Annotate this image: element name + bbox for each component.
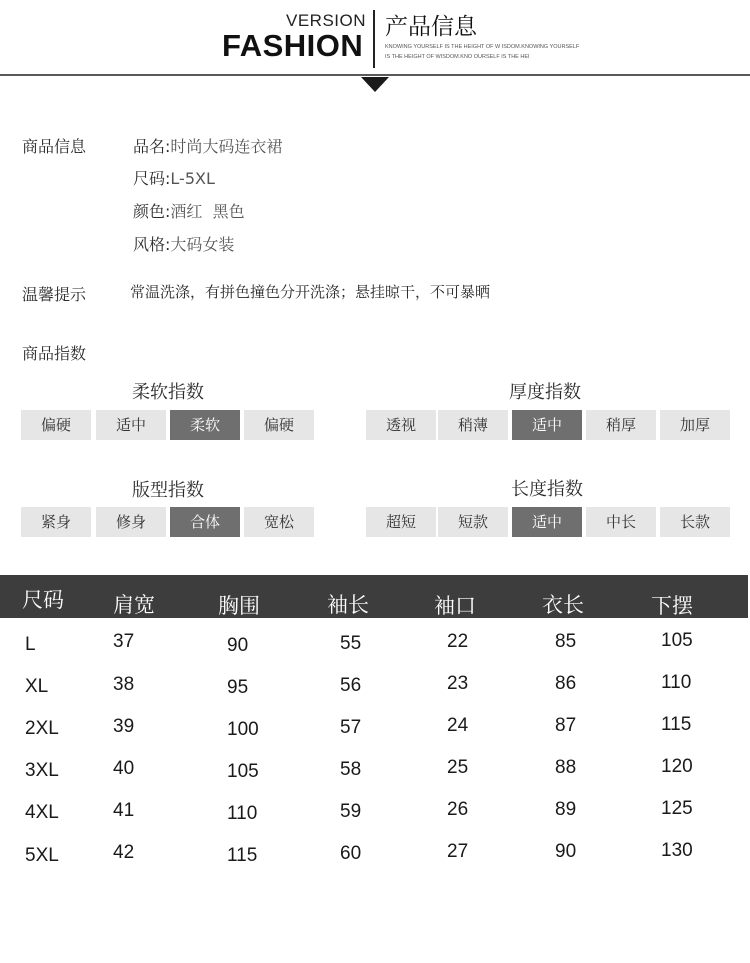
cell-shoulder: 38: [113, 674, 135, 695]
cell-cuff: 24: [447, 715, 469, 736]
col-header-sleeve-length: 袖长: [327, 593, 369, 617]
cell-sleeve: 60: [340, 843, 362, 864]
version-text: VERSION: [286, 11, 367, 30]
length-option: 中长: [586, 507, 656, 537]
col-header-shoulder: 肩宽: [113, 593, 155, 617]
cell-sleeve: 56: [340, 675, 362, 696]
length-index-title: 长度指数: [511, 479, 583, 500]
cell-cuff: 22: [447, 631, 469, 652]
softness-option: 适中: [96, 410, 166, 440]
cell-bust: 110: [227, 803, 258, 824]
size-table-header: [0, 575, 748, 618]
info-key: 风格:: [133, 235, 171, 254]
cell-shoulder: 41: [113, 800, 135, 821]
cell-cuff: 26: [447, 799, 469, 820]
cell-hem: 120: [661, 756, 693, 777]
thickness-option: 加厚: [660, 410, 730, 440]
col-header-hem: 下摆: [651, 594, 693, 618]
softness-option: 偏硬: [244, 410, 314, 440]
product-info-label: 商品信息: [22, 137, 87, 156]
col-header-cuff: 袖口: [434, 594, 476, 618]
fit-option: 紧身: [21, 507, 91, 537]
cell-length: 88: [555, 757, 577, 778]
cell-sleeve: 59: [340, 801, 362, 822]
info-row-style: [133, 232, 234, 255]
cell-sleeve: 55: [340, 633, 362, 654]
cell-shoulder: 40: [113, 758, 135, 779]
cell-hem: 115: [661, 714, 692, 735]
fashion-logo-text: FASHION: [222, 28, 364, 63]
tips-label: 温馨提示: [22, 285, 87, 304]
thickness-option: 稍厚: [586, 410, 656, 440]
cell-size: L: [25, 634, 36, 655]
cell-hem: 105: [661, 630, 693, 651]
page-title: 产品信息: [385, 14, 477, 40]
cell-shoulder: 42: [113, 842, 135, 863]
fit-option: 宽松: [244, 507, 314, 537]
cell-bust: 95: [227, 677, 249, 698]
col-header-size: 尺码: [22, 588, 64, 612]
header-divider: [373, 10, 375, 68]
info-row-color: [133, 199, 245, 222]
thickness-option: 稍薄: [438, 410, 508, 440]
cell-length: 90: [555, 841, 577, 862]
info-key: 尺码:: [133, 169, 171, 188]
cell-hem: 110: [661, 672, 692, 693]
cell-size: 5XL: [25, 845, 59, 866]
cell-cuff: 23: [447, 673, 469, 694]
length-option: 长款: [660, 507, 730, 537]
cell-length: 85: [555, 631, 577, 652]
info-value: 大码女装: [170, 235, 235, 254]
col-header-bust: 胸围: [218, 594, 260, 618]
cell-length: 87: [555, 715, 577, 736]
cell-bust: 105: [227, 761, 259, 782]
cell-shoulder: 37: [113, 631, 135, 652]
header-rule: [0, 74, 750, 76]
cell-bust: 100: [227, 719, 259, 740]
cell-sleeve: 58: [340, 759, 362, 780]
index-label: 商品指数: [22, 344, 87, 363]
info-key: 颜色:: [133, 202, 171, 221]
tips-text: 常温洗涤，有拼色撞色分开洗涤；悬挂晾干，不可暴晒: [130, 283, 491, 301]
cell-cuff: 27: [447, 841, 469, 862]
cell-cuff: 25: [447, 757, 469, 778]
length-option: 短款: [438, 507, 508, 537]
cell-hem: 130: [661, 840, 693, 861]
thickness-option-selected: 适中: [512, 410, 582, 440]
cell-size: 3XL: [25, 760, 59, 781]
header-tagline: KNOWING YOURSELF IS THE HEIGHT OF W ISDOM.KNOWING YOURSELF IS THE HEIGHT OF WISDOM.KNO OURSELF IS THE HEI: [385, 44, 580, 60]
info-value: 酒红 黑色: [170, 202, 245, 221]
fit-option-selected: 合体: [170, 507, 240, 537]
fit-option: 修身: [96, 507, 166, 537]
triangle-down-icon: [361, 77, 389, 92]
info-row-size: [133, 166, 215, 189]
cell-length: 86: [555, 673, 577, 694]
cell-size: 4XL: [25, 802, 59, 823]
length-option: 超短: [366, 507, 436, 537]
length-option-selected: 适中: [512, 507, 582, 537]
info-key: 品名:: [133, 137, 171, 156]
info-value: 时尚大码连衣裙: [170, 137, 283, 156]
softness-index-title: 柔软指数: [132, 382, 204, 403]
cell-length: 89: [555, 799, 577, 820]
softness-option: 偏硬: [21, 410, 91, 440]
fit-index-title: 版型指数: [132, 480, 204, 501]
cell-hem: 125: [661, 798, 693, 819]
softness-option-selected: 柔软: [170, 410, 240, 440]
info-value: L-5XL: [170, 169, 215, 188]
cell-size: 2XL: [25, 718, 59, 739]
cell-shoulder: 39: [113, 716, 135, 737]
info-row-name: [133, 134, 282, 157]
cell-sleeve: 57: [340, 717, 362, 738]
cell-size: XL: [25, 676, 49, 697]
col-header-length: 衣长: [542, 593, 584, 617]
thickness-option: 透视: [366, 410, 436, 440]
cell-bust: 115: [227, 845, 258, 866]
cell-bust: 90: [227, 635, 249, 656]
thickness-index-title: 厚度指数: [509, 382, 581, 403]
